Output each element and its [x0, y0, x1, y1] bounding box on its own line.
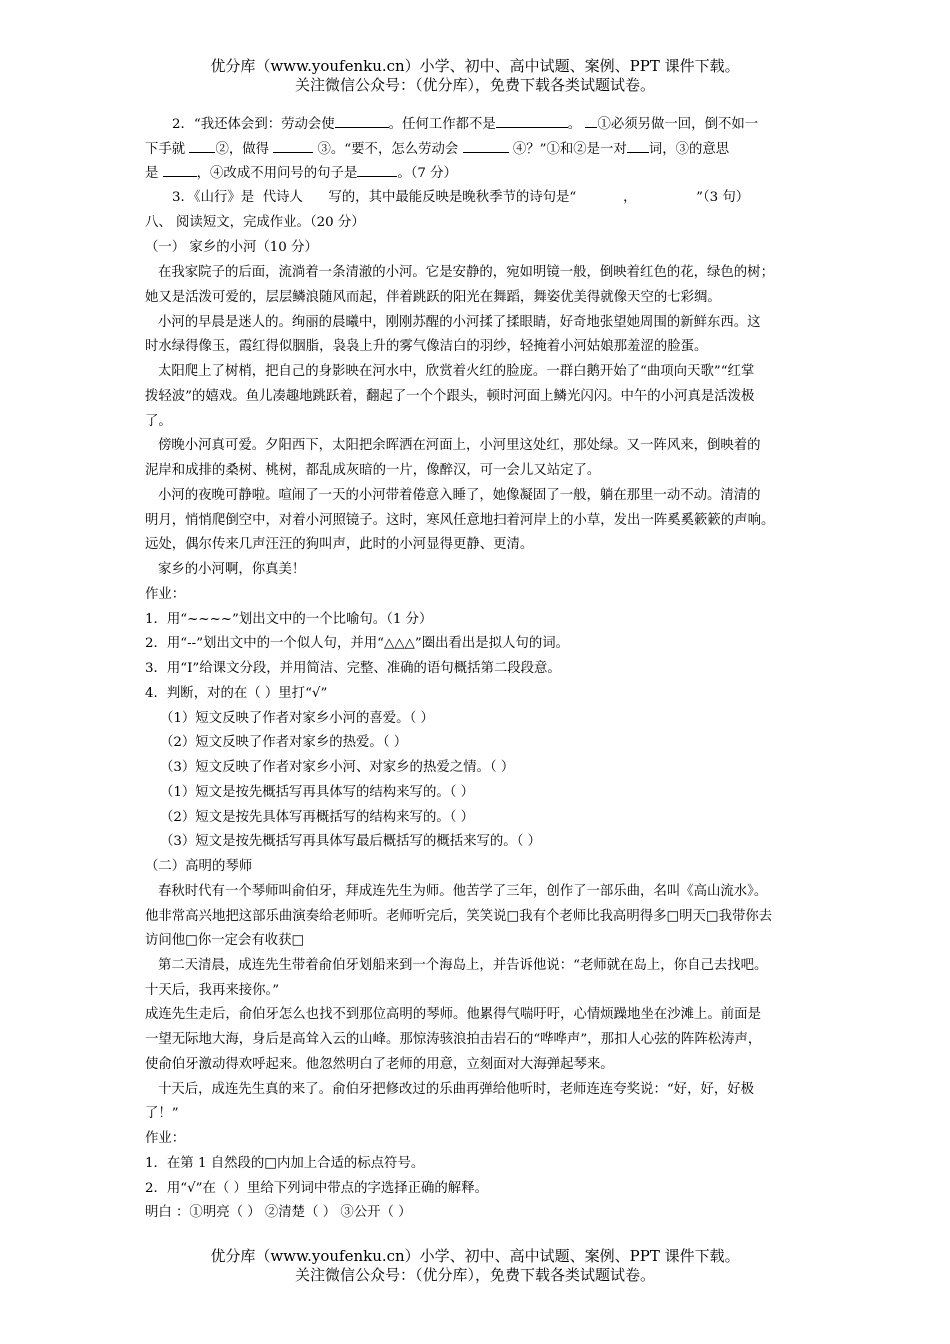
part1-text-line: 了。 — [145, 414, 172, 429]
part1-judge-item: （2）短文反映了作者对家乡的热爱。（ ） — [160, 735, 408, 750]
part1-homework-item: 1．用“~~~~”划出文中的一个比喻句。（1 分） — [145, 612, 433, 627]
section-8-heading: 八、 阅读短文，完成作业。（20 分） — [145, 215, 365, 230]
part2-text-line: 了！” — [145, 1106, 179, 1121]
part1-text-line: 太阳爬上了树梢，把自己的身影映在河水中，欣赏着火红的脸庞。一群白鹅开始了“曲项向天歌”“红掌 — [158, 364, 755, 379]
part1-text-line: 明月，悄悄爬倒空中，对着小河照镜子。这时，寒风任意地扫着河岸上的小草，发出一阵奚奚簌簌的声响。 — [145, 513, 775, 528]
part1-text-line: 远处，偶尔传来几声汪汪的狗叫声，此时的小河显得更静、更清。 — [145, 537, 534, 552]
q2-line-1: 2．“我还体会到：劳动会使 。任何工作都不是 。 ①必须另做一回，倒不如一 — [172, 117, 759, 132]
part2-text-line: 春秋时代有一个琴师叫俞伯牙，拜成连先生为师。他苦学了三年，创作了一部乐曲，名叫《高山流水》。 — [158, 884, 768, 899]
header-line-2: 关注微信公众号：（优分库），免费下载各类试题试卷。 — [294, 76, 655, 94]
page-header — [0, 57, 950, 95]
part1-text-line: 拨轻波”的嬉戏。鱼儿凑趣地跳跃着，翻起了一个个跟头，顿时河面上鳞光闪闪。中午的小河真是活泼极 — [145, 389, 755, 404]
part1-judge-item: （3）短文是按先概括写再具体写最后概括写的概括来写的。（ ） — [160, 834, 542, 849]
part2-title: （二）高明的琴师 — [145, 859, 253, 874]
part1-text-line: 在我家院子的后面，流淌着一条清澈的小河。它是安静的，宛如明镜一般，倒映着红色的花，绿色的树； — [158, 265, 774, 280]
part2-text-line: 使俞伯牙激动得欢呼起来。他忽然明白了老师的用意，立刻面对大海弹起琴来。 — [145, 1057, 614, 1072]
part1-text-line: 泥岸和成排的桑树、桃树，都乱成灰暗的一片，像醉汉，可一会儿又站定了。 — [145, 463, 601, 478]
q2-line-2: 下手就 ②，做得 ③。“要不，怎么劳动会 ④？”①和②是一对 词，③的意思 — [145, 142, 730, 157]
footer-line-2: 关注微信公众号：（优分库），免费下载各类试题试卷。 — [294, 1266, 655, 1284]
q3-line: 3．《山行》是 代诗人 写的，其中最能反映是晚秋季节的诗句是“ ， ”（3 句） — [172, 190, 750, 205]
part1-homework-item: 3．用“Ⅰ”给课文分段，并用简洁、完整、准确的语句概括第二段段意。 — [145, 661, 561, 676]
part1-text-line: 她又是活泼可爱的，层层鳞浪随风而起，伴着跳跃的阳光在舞蹈，舞姿优美得就像天空的七彩绸。 — [145, 290, 721, 305]
footer-line-1: 优分库（www.youfenku.cn）小学、初中、高中试题、案例、PPT 课件下载。 — [210, 1247, 740, 1265]
page-footer — [0, 1247, 950, 1285]
part1-judge-item: （1）短文反映了作者对家乡小河的喜爱。（ ） — [160, 711, 434, 726]
part2-text-line: 访问他□你一定会有收获□ — [145, 933, 305, 948]
part1-text-line: 家乡的小河啊，你真美！ — [158, 562, 306, 577]
part2-text-line: 他非常高兴地把这部乐曲演奏给老师听。老师听完后，笑笑说□我有个老师比我高明得多□明天□我带你去 — [145, 909, 773, 924]
part2-text-line: 十天后，成连先生真的来了。俞伯牙把修改过的乐曲再弹给他听时，老师连连夸奖说：“好，好，好极 — [158, 1082, 755, 1097]
part1-text-line: 时水绿得像玉，霞红得似胭脂，袅袅上升的雾气像洁白的羽纱，轻掩着小河姑娘那羞涩的脸蛋。 — [145, 339, 708, 354]
part1-text-line: 小河的早晨是迷人的。绚丽的晨曦中，刚刚苏醒的小河揉了揉眼睛，好奇地张望她周围的新鲜东西。这 — [158, 315, 761, 330]
part2-text-line: 成连先生走后，俞伯牙怎么也找不到那位高明的琴师。他累得气喘吁吁，心情烦躁地坐在沙滩上。前面是 — [145, 1007, 761, 1022]
part1-judge-item: （3）短文反映了作者对家乡小河、对家乡的热爱之情。（ ） — [160, 760, 515, 775]
part2-text-line: 第二天清晨，成连先生带着俞伯牙划船来到一个海岛上，并告诉他说：“老师就在岛上，你自己去找吧。 — [158, 958, 768, 973]
q2-line-3: 是 ，④改成不用问号的句子是 。（7 分） — [145, 166, 457, 181]
part1-text-line: 小河的夜晚可静啦。喧闹了一天的小河带着倦意入睡了，她像凝固了一般，躺在那里一动不动。清清的 — [158, 488, 761, 503]
part1-judge-item: （2）短文是按先具体写再概括写的结构来写的。（ ） — [160, 810, 475, 825]
part2-text-line: 一望无际地大海，身后是高耸入云的山峰。那惊涛骇浪拍击岩石的“哗哗声”，那扣人心弦的阵阵松涛声， — [145, 1032, 762, 1047]
part1-judge-item: （1）短文是按先概括写再具体写的结构来写的。（ ） — [160, 785, 475, 800]
part2-text-line: 十天后，我再来接你。” — [145, 983, 280, 998]
part1-homework-title: 作业： — [145, 587, 186, 602]
part1-homework-item: 2．用“--”划出文中的一个似人句，并用“△△△”圈出看出是拟人句的词。 — [145, 636, 569, 651]
part2-homework-item: 2．用“√”在（ ）里给下列词中带点的字选择正确的解释。 — [145, 1181, 488, 1196]
part1-text-line: 傍晚小河真可爱。夕阳西下，太阳把余晖洒在河面上，小河里这处红，那处绿。又一阵风来，倒映着的 — [158, 438, 761, 453]
part2-homework-title: 作业： — [145, 1131, 186, 1146]
part1-homework-item: 4．判断，对的在（ ）里打“√” — [145, 686, 328, 701]
header-line-1: 优分库（www.youfenku.cn）小学、初中、高中试题、案例、PPT 课件下载。 — [210, 57, 740, 75]
part2-homework-item: 明白 ：①明亮（ ） ②清楚（ ） ③公开（ ） — [145, 1205, 412, 1220]
part1-title: （一） 家乡的小河（10 分） — [145, 240, 318, 255]
part2-homework-item: 1．在第 1 自然段的□内加上合适的标点符号。 — [145, 1156, 425, 1171]
